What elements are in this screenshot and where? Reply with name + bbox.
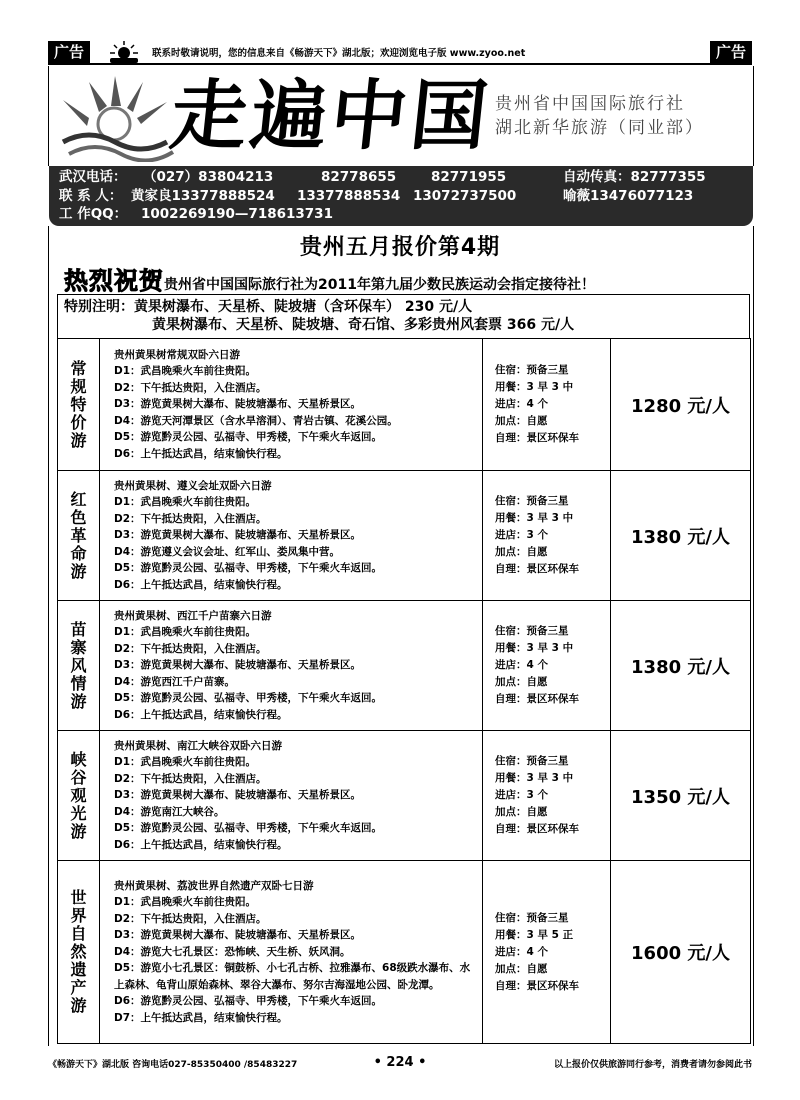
contact-panel: [49, 166, 753, 226]
tour-info-line: 自理：景区环保车: [495, 432, 579, 444]
itinerary-day: D3：游览黄果树大瀑布、陡坡塘瀑布、天星桥景区。: [114, 529, 362, 542]
tour-itinerary: [100, 861, 483, 1044]
person-2: 13377888534: [297, 187, 401, 204]
congrats-banner: [64, 261, 595, 296]
tour-itinerary: [100, 731, 483, 861]
ad-tag-right: 广告: [710, 41, 752, 63]
itinerary-day: D6：上午抵达武昌，结束愉快行程。: [114, 447, 288, 460]
agency-line-1: 贵州省中国国际旅行社: [495, 94, 685, 114]
tour-price-table: [57, 338, 751, 1044]
itinerary-day: D6：上午抵达武昌，结束愉快行程。: [114, 708, 288, 721]
tour-category: 红色革命游: [58, 471, 100, 601]
header-banner: [48, 66, 754, 166]
tour-category: 苗寨风情游: [58, 601, 100, 731]
phone-label: 武汉电话：: [59, 169, 127, 185]
tour-info-line: 自理：景区环保车: [495, 563, 579, 575]
tour-info-line: 用餐：3 早 3 中: [495, 642, 574, 654]
itinerary-day: D4：游览大七孔景区：恐怖峡、天生桥、妖风洞。: [114, 945, 351, 958]
itinerary-day: D6：上午抵达武昌，结束愉快行程。: [114, 578, 288, 591]
itinerary-day: D4：游览遵义会议会址、红军山、娄凤集中营。: [114, 545, 341, 558]
page-title: 贵州五月报价第4期: [299, 235, 501, 260]
tour-title: 贵州黄果树常规双卧六日游: [114, 348, 240, 361]
itinerary-day: D2：下午抵达贵阳，入住酒店。: [114, 772, 267, 785]
agency-name: [495, 92, 704, 140]
tour-row: [58, 861, 751, 1044]
tour-price: 1600 元/人: [611, 861, 751, 1044]
contact-qq-row: [59, 205, 743, 224]
special-note-line-1: 特别注明：黄果树瀑布、天星桥、陡坡塘（含环保车） 230 元/人: [64, 299, 473, 315]
itinerary-day: D3：游览黄果树大瀑布、陡坡塘瀑布、天星桥景区。: [114, 398, 362, 411]
itinerary-day: D5：游览黔灵公园、弘福寺、甲秀楼，下午乘火车返回。: [114, 431, 383, 444]
itinerary-day: D2：下午抵达贵阳，入住酒店。: [114, 912, 267, 925]
itinerary-day: D4：游览天河潭景区（含水旱溶洞）、青岩古镇、花溪公园。: [114, 414, 398, 427]
itinerary-day: D4：游览南江大峡谷。: [114, 805, 225, 818]
tour-info-line: 进店：4 个: [495, 945, 548, 958]
itinerary-day: D4：游览西江千户苗寨。: [114, 675, 236, 688]
congrats-text: 贵州省中国国际旅行社为2011年第九届少数民族运动会指定接待社！: [164, 277, 595, 293]
tour-info-line: 住宿：预备三星: [495, 364, 569, 376]
itinerary-day: D3：游览黄果树大瀑布、陡坡塘瀑布、天星桥景区。: [114, 659, 362, 672]
itinerary-day: D1：武昌晚乘火车前往贵阳。: [114, 365, 257, 378]
itinerary-day: D5：游览黔灵公园、弘福寺、甲秀楼，下午乘火车返回。: [114, 822, 383, 835]
tour-info-line: 住宿：预备三星: [495, 755, 569, 767]
itinerary-day: D1：武昌晚乘火车前往贵阳。: [114, 896, 257, 909]
itinerary-day: D1：武昌晚乘火车前往贵阳。: [114, 496, 257, 509]
tour-info-line: 加点：自愿: [495, 962, 548, 975]
tour-row: [58, 731, 751, 861]
person-1: 黄家良13377888524: [131, 187, 275, 204]
person-3: 13072737500: [413, 187, 517, 204]
tour-info-line: 住宿：预备三星: [495, 911, 569, 924]
itinerary-day: D2：下午抵达贵阳，入住酒店。: [114, 381, 267, 394]
tour-price: 1380 元/人: [611, 601, 751, 731]
itinerary-day: D6：上午抵达武昌，结束愉快行程。: [114, 838, 288, 851]
itinerary-day: D3：游览黄果树大瀑布、陡坡塘瀑布、天星桥景区。: [114, 929, 362, 942]
special-note-line-2: 黄果树瀑布、天星桥、陡坡塘、奇石馆、多彩贵州风套票 366 元/人: [152, 317, 575, 333]
top-bar: [48, 40, 752, 64]
itinerary-day: D5：游览小七孔景区：铜鼓桥、小七孔古桥、拉雅瀑布、68级跌水瀑布、水上森林、龟背山原始森林、翠谷大瀑布、努尔吉海湿地公园、卧龙潭。: [114, 962, 471, 991]
itinerary-day: D7：上午抵达武昌，结束愉快行程。: [114, 1011, 288, 1024]
person-label: 联 系 人：: [59, 187, 123, 204]
tour-title: 贵州黄果树、遵义会址双卧六日游: [114, 479, 272, 492]
itinerary-day: D5：游览黔灵公园、弘福寺、甲秀楼，下午乘火车返回。: [114, 692, 383, 705]
itinerary-day: D1：武昌晚乘火车前往贵阳。: [114, 626, 257, 639]
tour-info-line: 用餐：3 早 3 中: [495, 772, 574, 784]
footer-publisher: 《畅游天下》湖北版 咨询电话027-85350400 /85483227: [48, 1060, 298, 1070]
congrats-headline: 热烈祝贺: [64, 267, 164, 295]
tour-info-line: 加点：自愿: [495, 676, 548, 688]
itinerary-day: D5：游览黔灵公园、弘福寺、甲秀楼，下午乘火车返回。: [114, 562, 383, 575]
phone-main: （027）83804213: [143, 169, 274, 185]
tour-itinerary: [100, 471, 483, 601]
tour-row: [58, 339, 751, 471]
tour-price: 1280 元/人: [611, 339, 751, 471]
tour-info: [483, 471, 611, 601]
tour-category: 世界自然遗产游: [58, 861, 100, 1044]
itinerary-day: D1：武昌晚乘火车前往贵阳。: [114, 756, 257, 769]
page-footer: [48, 1055, 752, 1071]
contact-person-row: [59, 187, 743, 206]
itinerary-day: D3：游览黄果树大瀑布、陡坡塘瀑布、天星桥景区。: [114, 789, 362, 802]
tour-category: 峡谷观光游: [58, 731, 100, 861]
tour-title: 贵州黄果树、荔波世界自然遗产双卧七日游: [114, 879, 314, 892]
itinerary-day: D2：下午抵达贵阳，入住酒店。: [114, 512, 267, 525]
tour-title: 贵州黄果树、南江大峡谷双卧六日游: [114, 739, 282, 752]
tour-info-line: 进店：3 个: [495, 789, 548, 801]
tour-info-line: 自理：景区环保车: [495, 823, 579, 835]
itinerary-day: D2：下午抵达贵阳，入住酒店。: [114, 642, 267, 655]
tour-info-line: 进店：3 个: [495, 529, 548, 541]
agency-line-2: 湖北新华旅游（同业部）: [495, 118, 704, 138]
tour-row: [58, 471, 751, 601]
tour-info: [483, 861, 611, 1044]
tour-itinerary: [100, 601, 483, 731]
tour-price: 1350 元/人: [611, 731, 751, 861]
tour-info-line: 加点：自愿: [495, 806, 548, 818]
tour-info-line: 用餐：3 早 5 正: [495, 928, 574, 941]
top-divider: [48, 63, 752, 65]
tour-info-line: 用餐：3 早 3 中: [495, 512, 574, 524]
tour-category: 常规特价游: [58, 339, 100, 471]
tour-info-line: 用餐：3 早 3 中: [495, 381, 574, 393]
tour-info: [483, 601, 611, 731]
sun-logo-icon: [106, 40, 142, 64]
tour-info-line: 进店：4 个: [495, 398, 548, 410]
phone-2: 82778655: [321, 169, 397, 185]
tour-info-line: 住宿：预备三星: [495, 625, 569, 637]
special-note: [57, 294, 750, 338]
phone-3: 82771955: [431, 169, 507, 185]
tour-info-line: 自理：景区环保车: [495, 693, 579, 705]
tour-title: 贵州黄果树、西江千户苗寨六日游: [114, 609, 272, 622]
tour-info: [483, 731, 611, 861]
footer-disclaimer: 以上报价仅供旅游同行参考，消费者请勿参阅此书: [553, 1060, 752, 1070]
person-4: 喻薇13476077123: [563, 187, 694, 204]
top-note: 联系时敬请说明，您的信息来自《畅游天下》湖北版；欢迎浏览电子版 www.zyoo.net: [152, 48, 526, 59]
ad-tag-left: 广告: [48, 41, 90, 63]
tour-info-line: 住宿：预备三星: [495, 495, 569, 507]
qq-label: 工 作QQ：: [59, 206, 128, 222]
tour-row: [58, 601, 751, 731]
contact-phone-row: [59, 168, 743, 187]
tour-itinerary: [100, 339, 483, 471]
fax: 自动传真：82777355: [563, 169, 706, 185]
tour-price: 1380 元/人: [611, 471, 751, 601]
tour-info: [483, 339, 611, 471]
tour-info-line: 自理：景区环保车: [495, 979, 579, 992]
itinerary-day: D6：游览黔灵公园、弘福寺、甲秀楼，下午乘火车返回。: [114, 995, 383, 1008]
page-number: • 224 •: [373, 1055, 427, 1070]
qq-number: 1002269190—718613731: [141, 206, 333, 222]
tour-info-line: 加点：自愿: [495, 415, 548, 427]
tour-info-line: 进店：4 个: [495, 659, 548, 671]
brand-calligraphy: 走遍中国: [166, 71, 496, 160]
tour-info-line: 加点：自愿: [495, 546, 548, 558]
